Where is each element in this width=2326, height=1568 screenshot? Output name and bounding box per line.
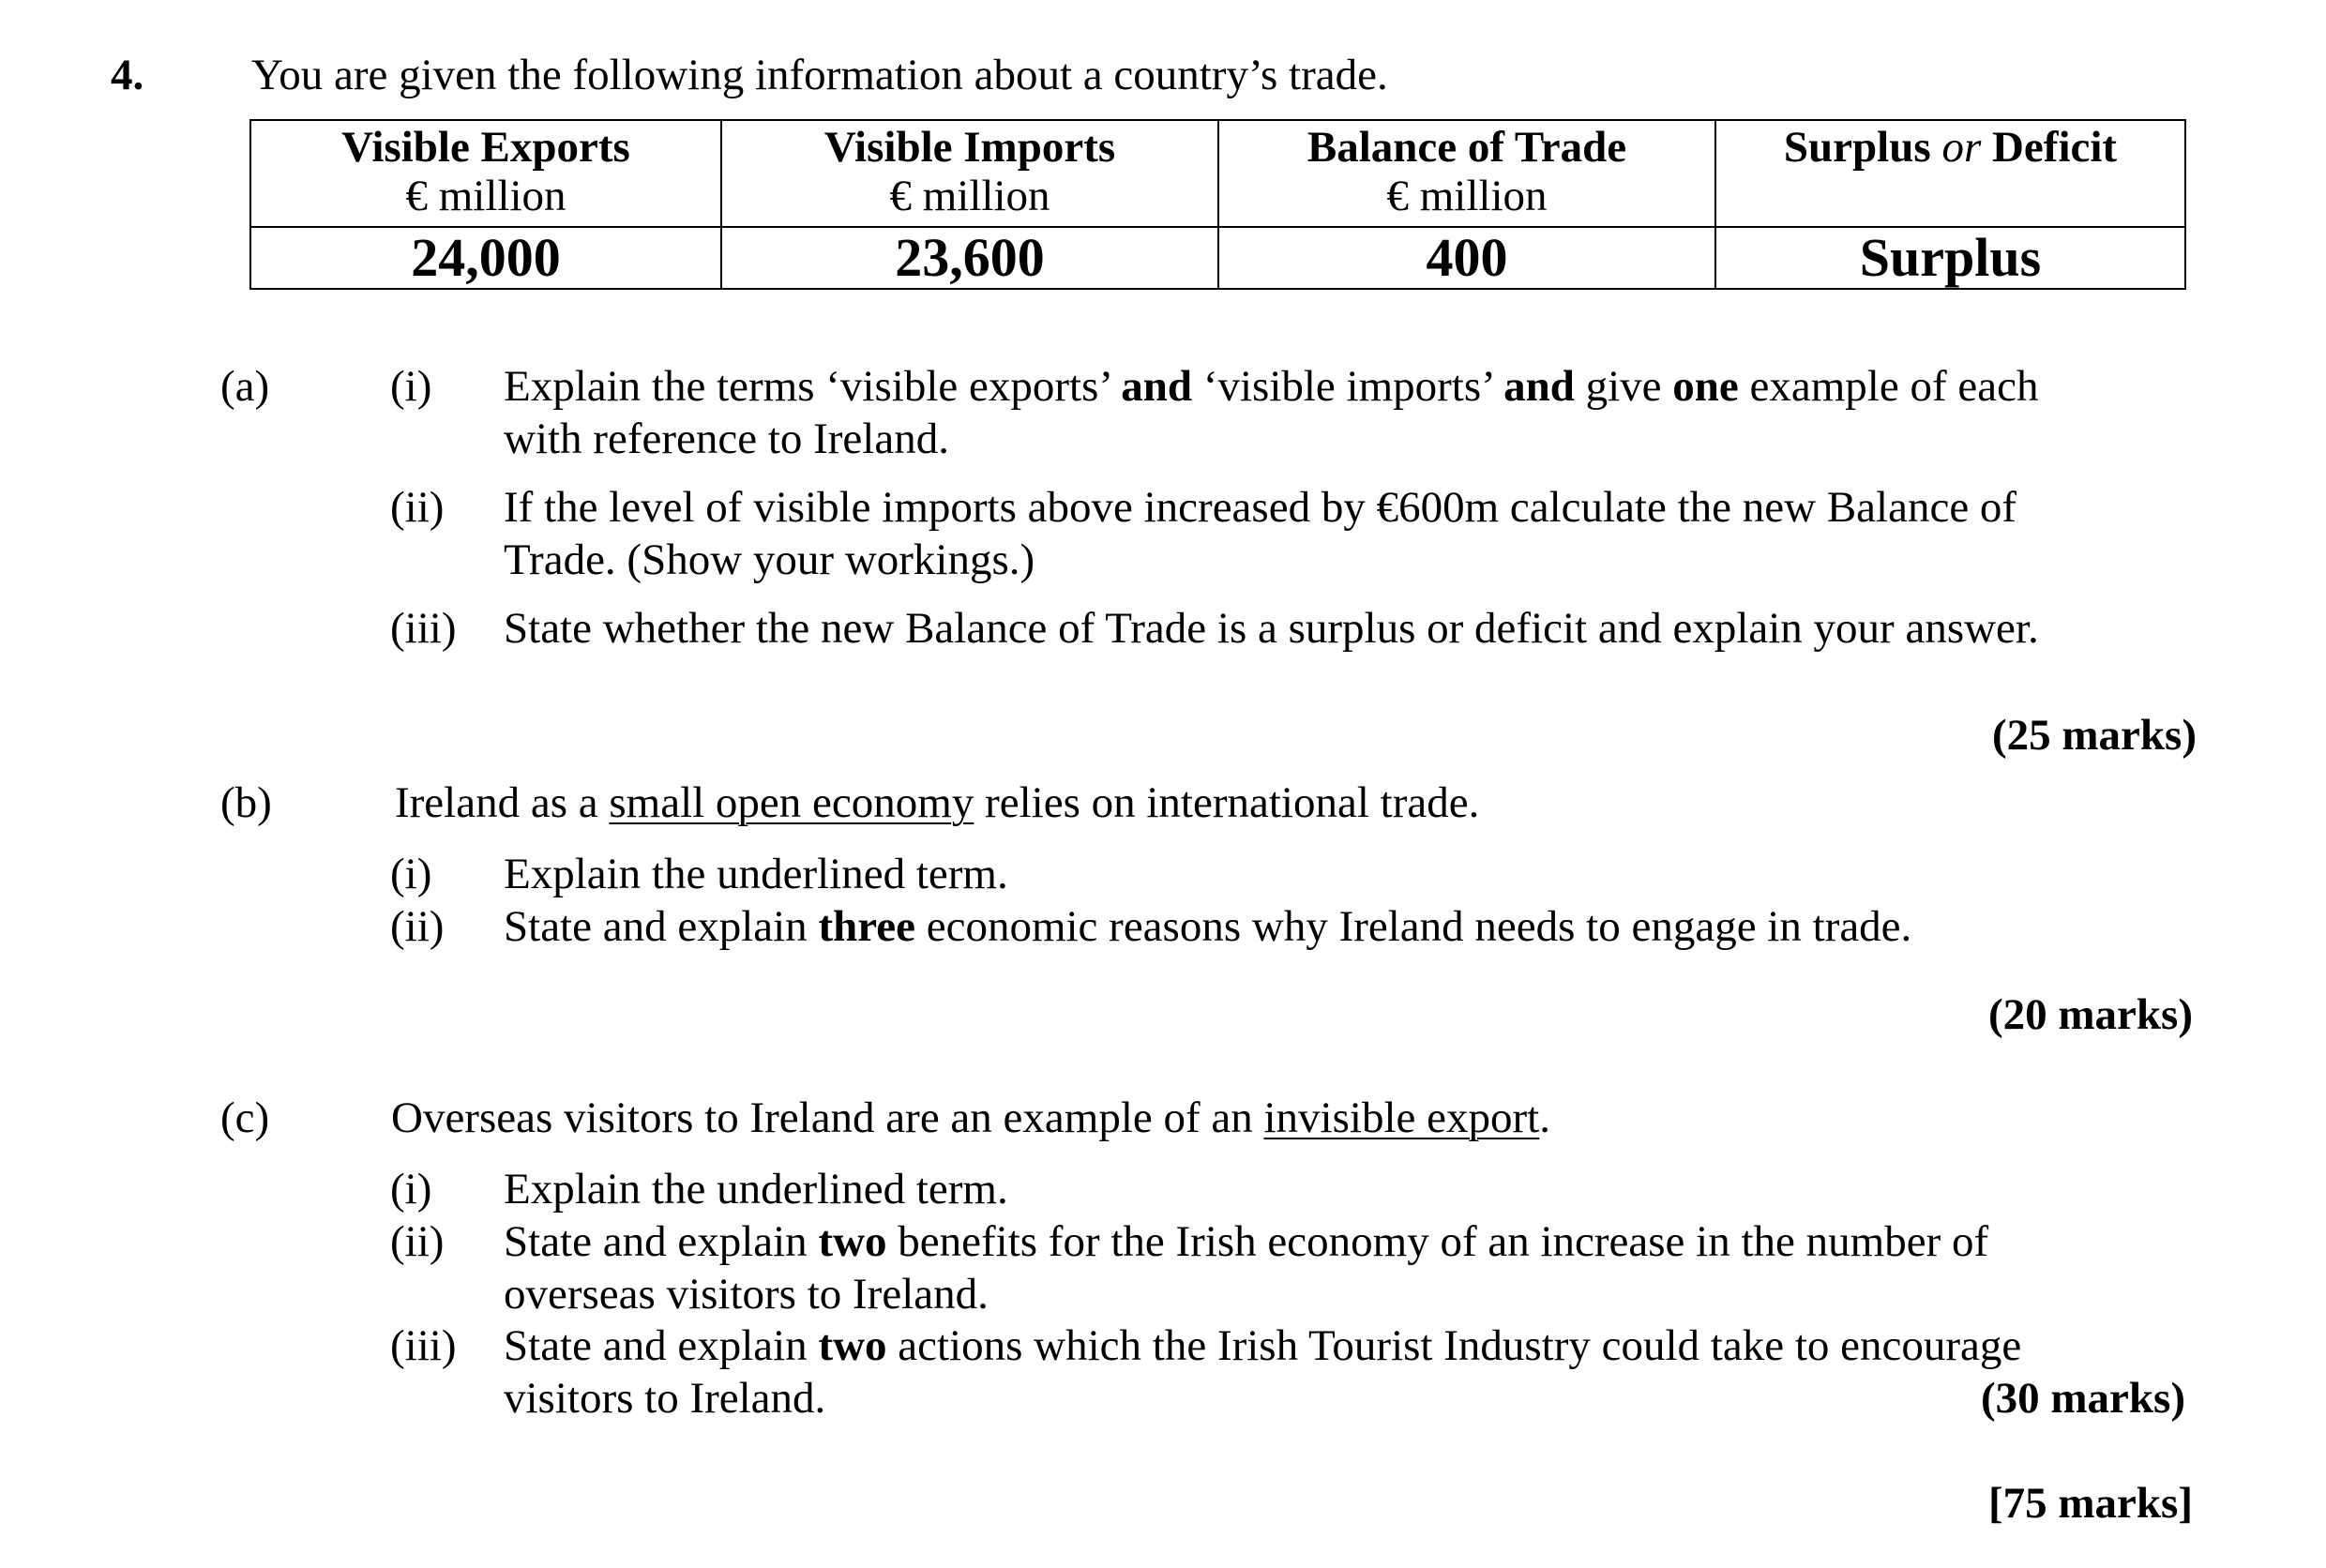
text-segment: actions which the Irish Tourist Industry could take to encourage <box>886 1321 2022 1370</box>
part-a-i-label: (i) <box>390 362 432 411</box>
part-a-iii-label: (iii) <box>390 604 457 653</box>
question-number: 4. <box>111 51 144 99</box>
table-value-row <box>250 227 2185 289</box>
part-b-ii-text <box>504 900 1911 953</box>
text-segment: Explain the terms ‘visible exports’ <box>504 362 1122 411</box>
text-segment: ‘visible imports’ <box>1192 362 1504 411</box>
table-header-cell <box>721 120 1218 227</box>
header-unit: € million <box>1386 172 1548 220</box>
part-b-label: (b) <box>220 778 272 827</box>
part-a-label: (a) <box>220 362 270 411</box>
part-b-ii-label: (ii) <box>390 902 445 951</box>
table-header-row <box>250 120 2185 227</box>
part-a-i-line2: with reference to Ireland. <box>504 415 949 463</box>
header-unit: € million <box>889 172 1050 220</box>
part-a-i-line1 <box>504 360 2038 413</box>
surplus-deficit-value: Surplus <box>1859 227 2042 288</box>
text-segment: economic reasons why Ireland needs to engage in trade. <box>914 902 1912 951</box>
part-a-marks: (25 marks) <box>1992 711 2197 760</box>
table-header-cell <box>250 120 721 227</box>
header-title-surplus: Surplus <box>1783 123 1931 172</box>
part-b-i-text: Explain the underlined term. <box>504 850 1008 898</box>
trade-table <box>249 119 2186 290</box>
table-cell <box>1715 227 2185 289</box>
part-a-ii-label: (ii) <box>390 483 445 532</box>
visible-imports-value: 23,600 <box>895 227 1045 288</box>
bold-segment: two <box>818 1217 887 1266</box>
part-c-label: (c) <box>220 1093 270 1142</box>
text-segment: example of each <box>1738 362 2039 411</box>
part-c-iii-label: (iii) <box>390 1321 457 1370</box>
part-b-i-label: (i) <box>390 850 432 898</box>
balance-of-trade-value: 400 <box>1426 227 1508 288</box>
text-segment: relies on international trade. <box>974 778 1480 827</box>
bold-segment: three <box>818 902 915 951</box>
part-a-iii-line1: State whether the new Balance of Trade is a surplus or deficit and explain your answer. <box>504 604 2039 653</box>
question-intro: You are given the following information about a country’s trade. <box>251 51 1388 99</box>
part-b-intro <box>395 776 1479 829</box>
visible-exports-value: 24,000 <box>411 227 561 288</box>
text-segment: give <box>1574 362 1673 411</box>
text-segment: State and explain <box>504 902 819 951</box>
part-c-intro <box>391 1092 1550 1144</box>
part-b-marks: (20 marks) <box>1988 990 2193 1039</box>
part-c-iii-line1 <box>504 1319 2021 1372</box>
header-title-deficit: Deficit <box>1991 123 2118 172</box>
part-c-iii-line2: visitors to Ireland. <box>504 1374 826 1423</box>
text-segment: benefits for the Irish economy of an increase in the number of <box>886 1217 1989 1266</box>
part-a-ii-line1: If the level of visible imports above increased by €600m calculate the new Balance of <box>504 483 2017 532</box>
table-cell <box>1218 227 1715 289</box>
text-segment: State and explain <box>504 1217 819 1266</box>
header-title: Visible Imports <box>823 123 1116 172</box>
underlined-term: small open economy <box>609 778 974 827</box>
table-header-cell <box>1715 120 2185 227</box>
bold-segment: and <box>1503 362 1575 411</box>
text-segment: . <box>1539 1093 1550 1142</box>
part-c-ii-line2: overseas visitors to Ireland. <box>504 1270 989 1319</box>
header-unit: € million <box>405 172 566 220</box>
text-segment: Overseas visitors to Ireland are an example of an <box>391 1093 1264 1142</box>
header-title: Visible Exports <box>341 123 630 172</box>
text-segment: Ireland as a <box>395 778 610 827</box>
table-cell <box>721 227 1218 289</box>
header-title-or: or <box>1941 123 1982 172</box>
bold-segment: and <box>1121 362 1193 411</box>
table-cell <box>250 227 721 289</box>
part-c-marks: (30 marks) <box>1981 1374 2185 1423</box>
header-title <box>1716 121 2184 172</box>
underlined-term: invisible export <box>1263 1093 1540 1142</box>
part-a-ii-line2: Trade. (Show your workings.) <box>504 535 1035 584</box>
table-header-cell <box>1218 120 1715 227</box>
bold-segment: one <box>1672 362 1739 411</box>
part-c-ii-label: (ii) <box>390 1217 445 1266</box>
total-marks: [75 marks] <box>1988 1479 2193 1528</box>
text-segment: State and explain <box>504 1321 819 1370</box>
part-c-ii-line1 <box>504 1215 1988 1268</box>
header-title: Balance of Trade <box>1306 123 1627 172</box>
part-c-i-label: (i) <box>390 1165 432 1214</box>
part-c-i-text: Explain the underlined term. <box>504 1165 1008 1214</box>
bold-segment: two <box>818 1321 887 1370</box>
